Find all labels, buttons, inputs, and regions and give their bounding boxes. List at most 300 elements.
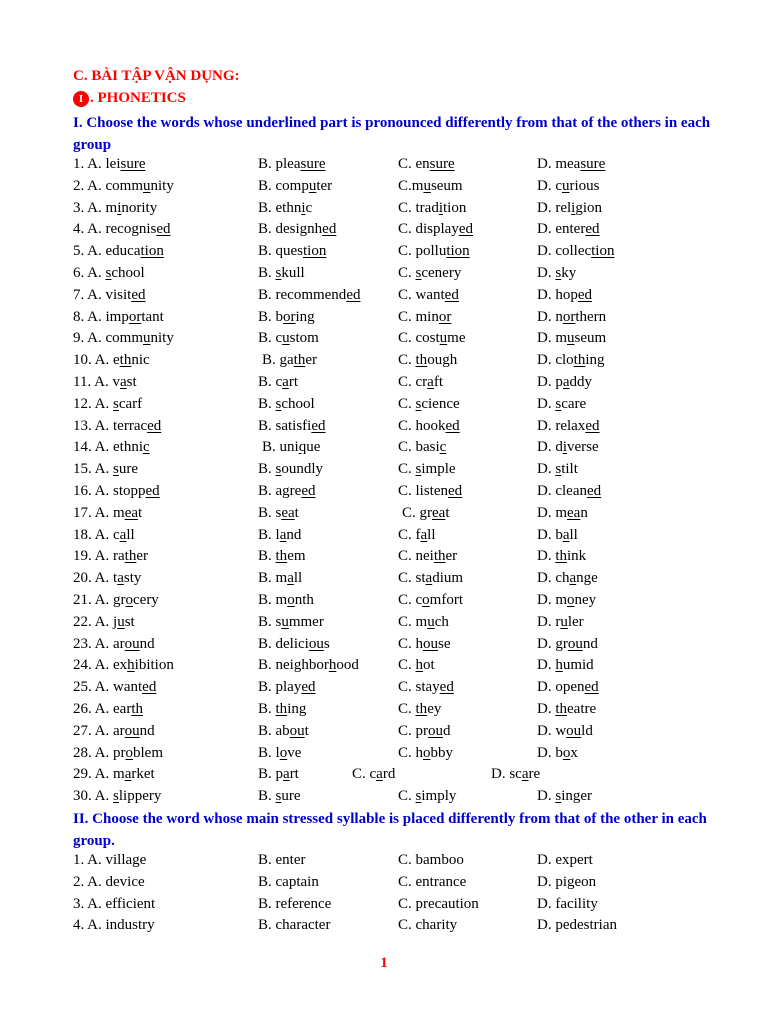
- question-row-29: [73, 764, 753, 786]
- option-b: [258, 198, 312, 220]
- option-text: t: [138, 504, 143, 521]
- option-text: C. pollu: [398, 243, 447, 260]
- option-text: C. h: [398, 744, 424, 761]
- option-d: [537, 568, 598, 590]
- option-a: [73, 677, 156, 699]
- underlined-part: c: [143, 439, 150, 456]
- option-text: D. gr: [537, 635, 568, 652]
- option-c: C. precaution: [398, 895, 479, 912]
- option-text: B. s: [258, 504, 282, 521]
- question-row-14: [73, 437, 753, 459]
- option-text: C. en: [398, 156, 430, 172]
- underlined-part: u: [439, 330, 448, 347]
- option-text: 29. A. m: [73, 766, 125, 783]
- option-d: [537, 176, 600, 198]
- option-c: [398, 525, 436, 547]
- option-c: [398, 786, 456, 808]
- underlined-part: ed: [311, 417, 326, 434]
- option-b: [258, 176, 332, 198]
- option-text: D. m: [537, 504, 567, 521]
- question-row-12: [73, 394, 753, 416]
- option-a: 3. A. efficient: [73, 895, 156, 912]
- option-text: ue: [306, 439, 321, 456]
- option-text: thern: [575, 308, 607, 325]
- option-text: nth: [294, 591, 314, 608]
- underlined-part: ea: [567, 504, 581, 521]
- option-c: [398, 437, 446, 459]
- option-b: [258, 459, 323, 481]
- option-text: C. cr: [398, 373, 428, 390]
- option-b: B. reference: [258, 895, 332, 912]
- option-c: [398, 285, 459, 307]
- option-text: imple: [421, 461, 456, 478]
- underlined-part: ed: [301, 482, 316, 499]
- option-text: C. f: [398, 526, 421, 543]
- underlined-part: u: [423, 177, 431, 194]
- option-text: B.: [258, 395, 276, 412]
- option-d: [537, 612, 584, 634]
- option-text: D.: [537, 788, 556, 805]
- option-text: nority: [121, 199, 158, 216]
- option-text: B. p: [258, 766, 284, 783]
- option-b: [258, 372, 298, 394]
- underlined-part: u: [282, 330, 290, 347]
- underlined-part: u: [117, 613, 125, 630]
- option-b: [262, 437, 320, 459]
- underlined-part: ea: [281, 504, 295, 521]
- underlined-part: a: [119, 526, 127, 543]
- option-text: B. c: [258, 330, 283, 347]
- option-text: 8. A. imp: [73, 308, 129, 325]
- underlined-part: tion: [446, 243, 470, 260]
- option-d: D. pedestrian: [537, 917, 617, 934]
- option-text: ure: [118, 461, 139, 478]
- option-text: C. gr: [402, 504, 432, 521]
- option-text: 9. A. comm: [73, 330, 143, 347]
- option-text: C. want: [398, 286, 445, 303]
- option-text: D.: [537, 548, 556, 565]
- question-row-19: [73, 546, 753, 568]
- option-text: d: [443, 722, 451, 739]
- option-a: [73, 786, 161, 808]
- option-d: D. facility: [537, 895, 598, 912]
- underlined-part: u: [281, 613, 289, 630]
- option-text: bby: [430, 744, 454, 761]
- option-c: [352, 764, 395, 786]
- underlined-part: u: [143, 177, 151, 194]
- option-b: [258, 394, 315, 416]
- option-c: [398, 241, 470, 263]
- option-text: D. m: [537, 591, 567, 608]
- option-d: [537, 677, 599, 699]
- option-text: 2. A. comm: [73, 177, 143, 194]
- option-text: chool: [281, 395, 315, 412]
- option-text: tion: [443, 199, 467, 216]
- underlined-part: s: [113, 395, 119, 412]
- option-d: [537, 154, 605, 176]
- option-b: [258, 677, 316, 699]
- underlined-part: ed: [585, 417, 600, 434]
- option-d: [537, 503, 588, 525]
- option-b: [258, 481, 316, 503]
- option-b: [258, 655, 359, 677]
- option-b: B. captain: [258, 873, 319, 890]
- option-c: [398, 176, 463, 198]
- question-row-22: [73, 612, 753, 634]
- underlined-part: o: [423, 744, 431, 761]
- option-text: re: [528, 766, 541, 783]
- underlined-part: ou: [428, 722, 443, 739]
- question-row-17: [73, 503, 753, 525]
- option-c: [398, 372, 443, 394]
- option-text: B. m: [258, 591, 288, 608]
- question-row-1: [73, 154, 753, 176]
- underlined-part: a: [425, 570, 433, 587]
- option-text: C. nei: [398, 548, 434, 565]
- option-c: [398, 459, 456, 481]
- option-text: 12. A.: [73, 395, 114, 412]
- option-c: [398, 655, 435, 677]
- option-text: nd: [286, 526, 302, 543]
- part1-question-list: [73, 154, 753, 808]
- option-a: [73, 503, 142, 525]
- option-b: [258, 568, 302, 590]
- option-c: [398, 634, 451, 656]
- option-text: ll: [293, 570, 303, 587]
- roman-numeral-badge: I: [73, 91, 89, 107]
- option-text: 3. A. m: [73, 199, 118, 216]
- option-text: kull: [281, 264, 305, 281]
- option-text: ler: [567, 613, 584, 630]
- phonetics-title: . PHONETICS: [90, 90, 186, 106]
- question-row-2: [73, 176, 753, 198]
- option-c: [398, 721, 451, 743]
- option-text: B. m: [258, 570, 288, 587]
- option-text: nity: [150, 330, 174, 347]
- option-text: ll: [126, 526, 135, 543]
- option-d: [537, 198, 602, 220]
- underlined-part: u: [562, 177, 570, 194]
- option-c: [398, 198, 466, 220]
- underlined-part: ea: [432, 504, 446, 521]
- question-row-24: [73, 655, 753, 677]
- option-text: rket: [131, 766, 155, 783]
- option-d: [537, 219, 599, 241]
- underlined-part: ed: [301, 679, 316, 696]
- underlined-part: sure: [120, 156, 146, 172]
- option-d: [537, 481, 601, 503]
- question-row-9: [73, 328, 753, 350]
- question-row-27: [73, 721, 753, 743]
- option-text: 20. A. t: [73, 570, 118, 587]
- option-text: D. r: [537, 613, 561, 630]
- option-text: D. b: [537, 744, 563, 761]
- underlined-part: a: [521, 766, 529, 783]
- option-text: 19. A. ra: [73, 548, 125, 565]
- question-row-5: [73, 241, 753, 263]
- underlined-part: h: [415, 657, 424, 674]
- underlined-part: or: [562, 308, 576, 325]
- option-text: C. st: [398, 570, 426, 587]
- underlined-part: ou: [124, 635, 140, 652]
- option-c: [398, 307, 451, 329]
- option-text: ure: [281, 788, 301, 805]
- phonetics-heading: [73, 90, 186, 107]
- underlined-part: ed: [448, 482, 463, 499]
- option-text: B. neighbor: [258, 657, 329, 674]
- question-row-30: [73, 786, 753, 808]
- underlined-part: ed: [145, 482, 160, 499]
- option-text: ky: [561, 264, 577, 281]
- underlined-part: c: [439, 439, 447, 456]
- underlined-part: ed: [439, 679, 454, 696]
- underlined-part: a: [562, 373, 570, 390]
- underlined-part: u: [427, 613, 435, 630]
- underlined-part: th: [131, 700, 143, 717]
- option-text: 11. A. v: [73, 373, 120, 390]
- underlined-part: i: [301, 199, 306, 216]
- option-d: [537, 263, 576, 285]
- option-text: ve: [287, 744, 302, 761]
- option-text: ing: [287, 700, 307, 717]
- option-text: rious: [569, 177, 600, 194]
- question-row-26: [73, 699, 753, 721]
- underlined-part: ou: [566, 722, 582, 739]
- option-text: ough: [427, 352, 458, 369]
- question-row-23: [73, 634, 753, 656]
- underlined-part: s: [555, 788, 562, 805]
- underlined-part: s: [113, 788, 119, 805]
- option-text: D. ch: [537, 570, 570, 587]
- underlined-part: ou: [567, 635, 583, 652]
- underlined-part: u: [308, 177, 317, 194]
- underlined-part: a: [427, 373, 434, 390]
- underlined-part: th: [275, 548, 288, 565]
- option-b: [258, 503, 299, 525]
- option-text: 17. A. m: [73, 504, 125, 521]
- option-text: gion: [575, 199, 602, 216]
- underlined-part: ou: [289, 722, 305, 739]
- option-text: 27. A. ar: [73, 722, 125, 739]
- underlined-part: a: [124, 766, 132, 783]
- option-text: 26. A. ear: [73, 700, 132, 717]
- option-text: n: [580, 504, 588, 521]
- option-text: D. clean: [537, 482, 587, 499]
- option-text: ey: [427, 700, 442, 717]
- underlined-part: ed: [142, 679, 157, 696]
- underlined-part: ed: [131, 286, 146, 303]
- underlined-part: s: [415, 461, 422, 478]
- underlined-part: ea: [124, 504, 139, 521]
- option-text: D. w: [537, 722, 567, 739]
- option-text: B. plea: [258, 156, 301, 172]
- option-text: C. c: [398, 591, 423, 608]
- option-d: [537, 721, 593, 743]
- option-b: [258, 525, 301, 547]
- option-c: [398, 546, 457, 568]
- option-text: 18. A. c: [73, 526, 120, 543]
- option-d: D. pigeon: [537, 873, 597, 890]
- option-text: nd: [582, 635, 598, 652]
- option-b: [258, 590, 314, 612]
- underlined-part: a: [569, 570, 577, 587]
- option-a: [73, 699, 143, 721]
- option-text: ft: [433, 373, 444, 390]
- option-text: D.: [537, 461, 556, 478]
- stress-question-row-3: [73, 894, 753, 916]
- option-text: B.: [258, 548, 276, 565]
- option-a: 4. A. industry: [73, 917, 155, 934]
- option-b: [258, 546, 306, 568]
- option-text: ink: [567, 548, 587, 565]
- option-a: [73, 219, 171, 241]
- underlined-part: sure: [580, 156, 606, 172]
- option-d: [537, 590, 596, 612]
- underlined-part: o: [125, 744, 133, 761]
- option-text: se: [438, 635, 451, 652]
- option-text: D. enter: [537, 221, 586, 238]
- option-text: dium: [432, 570, 464, 587]
- underlined-part: s: [105, 264, 112, 281]
- option-text: ibition: [134, 657, 174, 674]
- option-text: cenery: [421, 264, 462, 281]
- underlined-part: ou: [308, 635, 324, 652]
- underlined-part: o: [562, 744, 571, 761]
- underlined-part: ed: [147, 417, 162, 434]
- option-text: eatre: [567, 700, 597, 717]
- option-text: 4. A. recognis: [73, 221, 157, 238]
- option-b: [258, 612, 324, 634]
- option-c: C. entrance: [398, 873, 467, 890]
- option-d: [537, 546, 586, 568]
- stress-question-row-1: [73, 850, 753, 872]
- option-text: 1. A. lei: [73, 156, 121, 172]
- underlined-part: u: [143, 330, 151, 347]
- underlined-part: ed: [458, 221, 474, 238]
- underlined-part: tion: [591, 243, 615, 260]
- option-d: [537, 786, 592, 808]
- option-a: [73, 525, 135, 547]
- option-c: C. bamboo: [398, 852, 464, 868]
- option-text: ll: [569, 526, 578, 543]
- option-b: B. enter: [258, 852, 306, 868]
- part2-instruction: II. Choose the word whose main stressed syllable is placed differently from that of the other in each group.: [73, 811, 707, 849]
- underlined-part: a: [117, 570, 124, 587]
- option-b: [258, 241, 326, 263]
- option-text: ch: [434, 613, 449, 630]
- underlined-part: a: [562, 526, 570, 543]
- underlined-part: a: [287, 570, 294, 587]
- option-a: [73, 416, 161, 438]
- underlined-part: th: [555, 700, 568, 717]
- option-text: C. c: [352, 766, 377, 783]
- option-text: C. pr: [398, 722, 428, 739]
- underlined-part: th: [573, 352, 586, 369]
- question-row-3: [73, 198, 753, 220]
- question-row-10: [73, 350, 753, 372]
- underlined-part: ou: [423, 635, 439, 652]
- option-b: B. character: [258, 917, 331, 934]
- option-c: [398, 612, 449, 634]
- question-row-16: [73, 481, 753, 503]
- question-row-4: [73, 219, 753, 241]
- option-a: [73, 263, 145, 285]
- option-text: lippery: [118, 788, 162, 805]
- question-row-21: [73, 590, 753, 612]
- option-c: [398, 699, 441, 721]
- option-text: t: [304, 722, 309, 739]
- option-text: ot: [423, 657, 435, 674]
- option-text: tilt: [561, 461, 578, 478]
- option-text: ing: [585, 352, 605, 369]
- option-b: [258, 328, 319, 350]
- option-text: B. l: [258, 744, 280, 761]
- underlined-part: u: [567, 330, 575, 347]
- question-row-13: [73, 416, 753, 438]
- underlined-part: or: [438, 308, 452, 325]
- option-text: C. basi: [398, 439, 440, 456]
- option-b: [258, 285, 360, 307]
- option-text: B. s: [258, 613, 282, 630]
- underlined-part: s: [555, 461, 562, 478]
- option-text: D.: [537, 700, 556, 717]
- option-text: C.: [398, 352, 416, 369]
- option-text: er: [305, 352, 317, 369]
- page-number: 1: [380, 955, 388, 971]
- underlined-part: s: [555, 395, 562, 412]
- option-d: [537, 241, 614, 263]
- option-c: [398, 416, 460, 438]
- underlined-part: s: [275, 395, 282, 412]
- question-row-7: [73, 285, 753, 307]
- part2-question-list: [73, 850, 753, 937]
- option-a: [73, 764, 155, 786]
- option-text: D.: [537, 657, 556, 674]
- option-text: B.: [258, 461, 276, 478]
- question-row-15: [73, 459, 753, 481]
- option-a: [73, 743, 163, 765]
- option-text: C.: [398, 395, 416, 412]
- option-a: [73, 176, 174, 198]
- option-text: ing: [295, 308, 315, 325]
- option-text: B.: [258, 788, 276, 805]
- option-c: [398, 154, 455, 176]
- question-row-25: [73, 677, 753, 699]
- underlined-part: h: [127, 657, 135, 674]
- option-a: [73, 350, 150, 372]
- option-text: 23. A. ar: [73, 635, 125, 652]
- option-text: D. b: [537, 526, 563, 543]
- underlined-part: u: [560, 613, 568, 630]
- option-a: [73, 634, 155, 656]
- underlined-part: o: [279, 744, 288, 761]
- option-text: s: [323, 635, 330, 652]
- option-text: 13. A. terrac: [73, 417, 148, 434]
- option-text: ll: [427, 526, 436, 543]
- underlined-part: tion: [140, 243, 164, 260]
- option-text: me: [447, 330, 466, 347]
- option-a: [73, 481, 160, 503]
- underlined-part: ed: [322, 221, 337, 238]
- option-text: 7. A. visit: [73, 286, 132, 303]
- underlined-part: o: [567, 591, 575, 608]
- option-text: D. collec: [537, 243, 592, 260]
- option-text: D. p: [537, 373, 563, 390]
- option-text: D. relax: [537, 417, 586, 434]
- underlined-part: or: [283, 308, 296, 325]
- option-text: B. b: [258, 308, 284, 325]
- option-text: B. ethn: [258, 199, 302, 216]
